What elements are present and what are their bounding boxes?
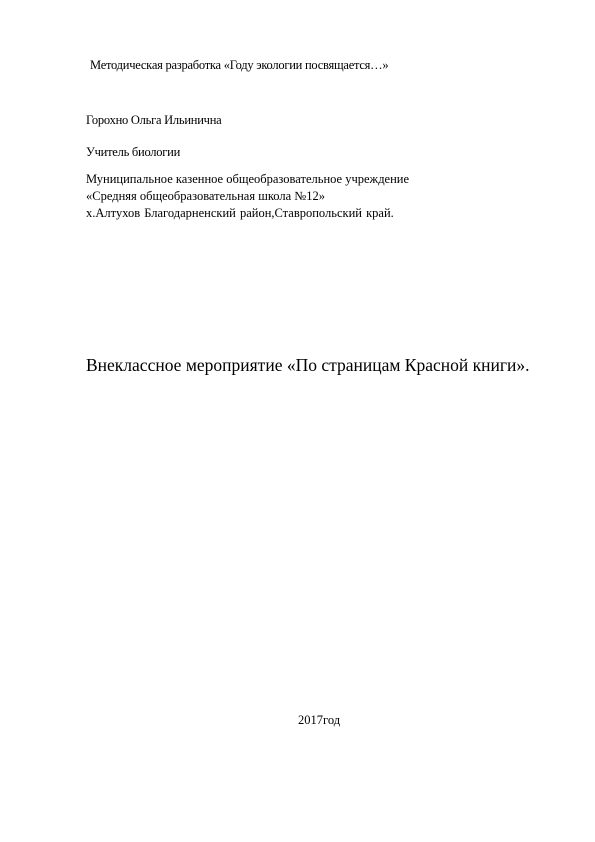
school-name-line-1: Муниципальное казенное общеобразовательное учреждение — [86, 172, 410, 186]
school-name-line-2: «Средняя общеобразовательная школа №12» — [86, 189, 325, 203]
author-position: Учитель биологии — [86, 145, 181, 159]
method-title: Методическая разработка «Году экологии посвящается…» — [90, 58, 389, 72]
school-address: х.Алтухов Благодарненский район,Ставропольский край. — [86, 206, 394, 220]
author-name: Горохно Ольга Ильинична — [86, 113, 222, 127]
event-title: Внеклассное мероприятие «По страницам Красной книги». — [86, 355, 530, 375]
document-year: 2017год — [298, 713, 341, 727]
